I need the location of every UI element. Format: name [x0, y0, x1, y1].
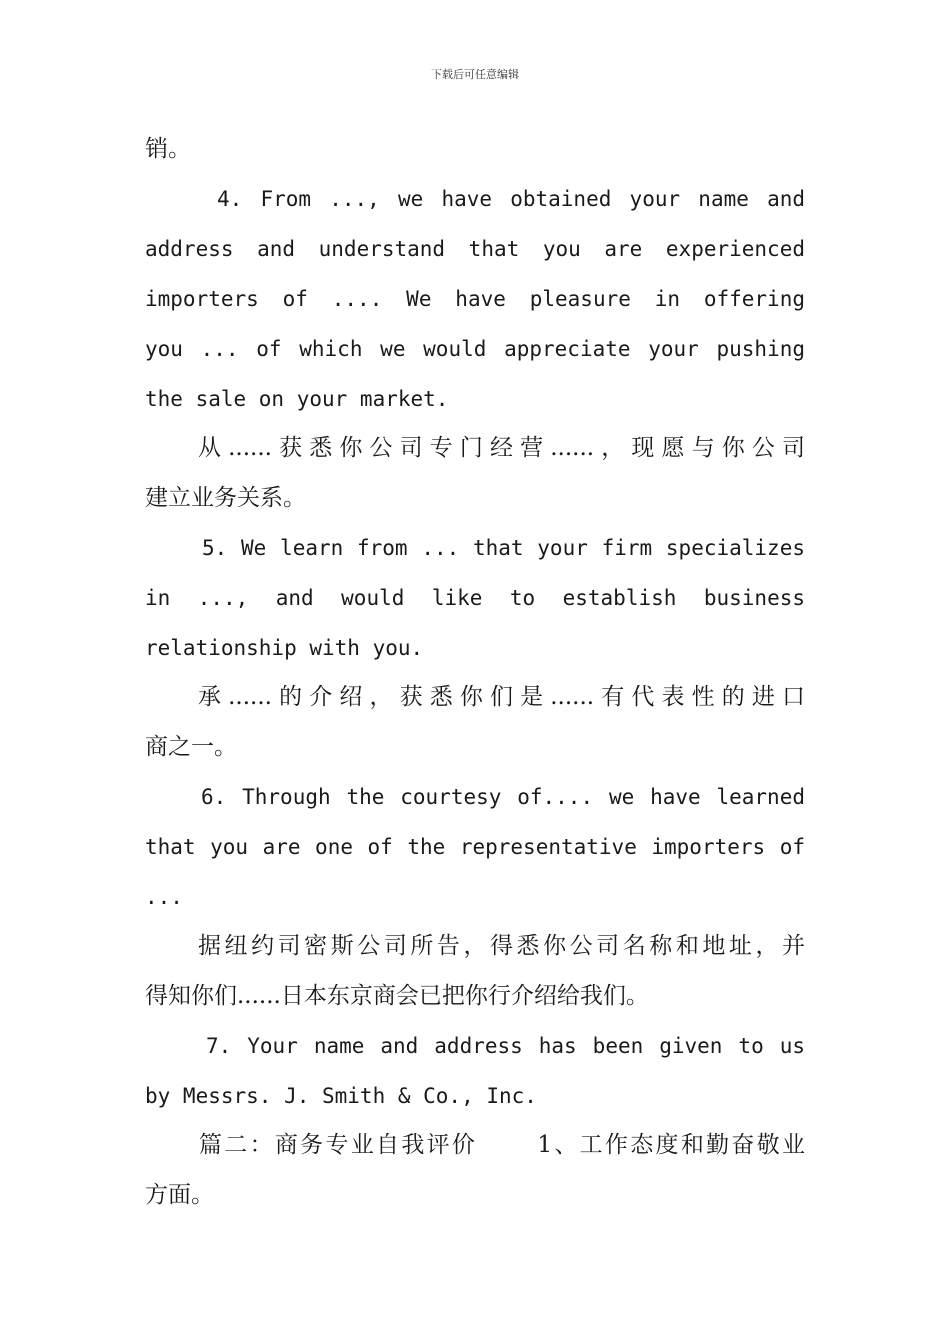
text-line: 得知你们......日本东京商会已把你行介绍给我们。 [145, 983, 649, 1009]
text-line: importers of .... We have pleasure in offering [145, 287, 805, 311]
text-line: 4. From ..., we have obtained your name and [217, 187, 805, 211]
text-line: you ... of which we would appreciate your pushing [145, 337, 805, 361]
text-line: that you are one of the representative importers of [145, 835, 805, 859]
text-line: ... [145, 885, 183, 909]
text-line: relationship with you. [145, 636, 424, 660]
text-line: 7. Your name and address has been given to us [206, 1034, 805, 1058]
text-line: by Messrs. J. Smith & Co., Inc. [145, 1084, 537, 1108]
page-header-note: 下载后可任意编辑 [431, 68, 519, 81]
text-line: address and understand that you are experienced [145, 237, 805, 261]
text-line: 5. We learn from ... that your firm specializes [202, 536, 805, 560]
text-line: in ..., and would like to establish business [145, 586, 805, 610]
text-line: 6. Through the courtesy of.... we have learned [201, 785, 805, 809]
text-line: 据纽约司密斯公司所告，得悉你公司名称和地址，并 [198, 933, 805, 959]
text-line: 篇二：商务专业自我评价 1、工作态度和勤奋敬业 [199, 1132, 805, 1158]
text-line: 从......获悉你公司专门经营......，现愿与你公司 [198, 435, 805, 461]
text-line: 方面。 [145, 1182, 214, 1208]
text-line: 承......的介绍，获悉你们是......有代表性的进口 [198, 684, 805, 710]
text-line: 商之一。 [145, 734, 237, 760]
text-line: 建立业务关系。 [145, 485, 306, 511]
text-line: 销。 [145, 136, 191, 162]
text-line: the sale on your market. [145, 387, 449, 411]
